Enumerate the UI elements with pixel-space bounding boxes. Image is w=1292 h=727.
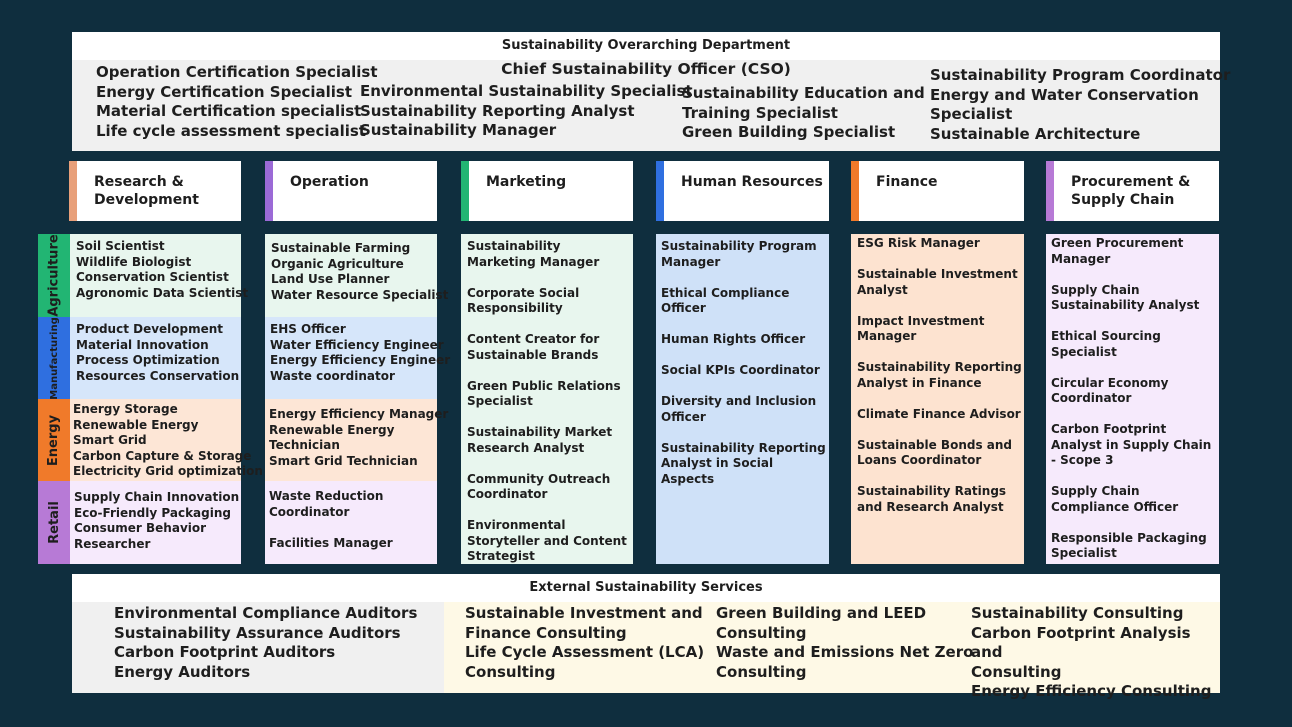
service: Sustainable Investment and xyxy=(465,604,703,622)
role: Energy Efficiency Manager xyxy=(269,407,449,421)
role: Life cycle assessment specialist xyxy=(96,121,366,140)
role: Waste coordinator xyxy=(270,368,395,383)
role: Supply Chain Compliance Officer xyxy=(1051,484,1179,514)
dept-color-bar xyxy=(851,161,859,221)
role: Renewable Energy xyxy=(269,422,395,437)
role: Social KPIs Coordinator xyxy=(661,363,820,377)
top-col-1 xyxy=(96,63,378,141)
service: Green Building and LEED xyxy=(716,604,927,622)
role: Sustainability Reporting Analyst in Finance xyxy=(857,360,1022,390)
rd-manufacturing-cell xyxy=(70,317,241,399)
row-label-agriculture xyxy=(38,234,70,317)
role: Sustainable Architecture xyxy=(930,124,1141,143)
role: Sustainability Marketing Manager xyxy=(467,239,600,269)
dept-name: Finance xyxy=(876,174,938,190)
role: Sustainable Bonds and Loans Coordinator xyxy=(857,437,1013,467)
top-col-3 xyxy=(682,84,925,143)
service: Finance Consulting xyxy=(465,623,627,642)
role: Green Public Relations Specialist xyxy=(467,378,621,408)
role: Ethical Compliance Officer xyxy=(661,285,790,315)
role: Energy Certification Specialist xyxy=(96,82,353,101)
rd-agriculture-cell xyxy=(70,234,249,317)
overarching-department xyxy=(72,32,1231,151)
role: Sustainability Education and xyxy=(682,84,925,102)
role: Wildlife Biologist xyxy=(76,254,192,269)
role: Energy Efficiency Engineer xyxy=(270,353,451,367)
dept-color-bar xyxy=(69,161,77,221)
service: Energy Auditors xyxy=(114,662,251,681)
role: Operation Certification Specialist xyxy=(96,63,378,81)
role: Impact Investment Manager xyxy=(857,313,985,343)
role: Sustainability Reporting Analyst xyxy=(360,101,635,120)
row-label-text: Manufacturing xyxy=(48,316,60,400)
role: Soil Scientist xyxy=(76,239,165,253)
role: Product Development xyxy=(76,322,224,336)
role: Diversity and Inclusion Officer xyxy=(661,394,817,424)
role: Smart Grid xyxy=(73,433,147,447)
op-manufacturing-cell xyxy=(265,317,451,399)
role: Green Procurement Manager xyxy=(1051,236,1184,266)
role: Sustainable Investment Analyst xyxy=(857,267,1018,297)
role: Coordinator xyxy=(269,504,350,519)
dept-color-bar xyxy=(265,161,273,221)
role: Conservation Scientist xyxy=(76,270,229,284)
role: Sustainability Market Research Analyst xyxy=(467,425,613,455)
service: Environmental Compliance Auditors xyxy=(114,604,418,622)
role: Sustainability Reporting Analyst in Social Aspects xyxy=(661,440,826,486)
dept-header-procurement xyxy=(1046,161,1219,221)
role: Specialist xyxy=(930,105,1013,124)
dept-color-bar xyxy=(656,161,664,221)
service: Life Cycle Assessment (LCA) xyxy=(465,643,705,662)
service: Sustainability Consulting xyxy=(971,604,1184,622)
role: Training Specialist xyxy=(682,103,838,122)
op-retail-cell xyxy=(265,481,437,564)
dept-name: Operation xyxy=(290,174,369,190)
role: Human Rights Officer xyxy=(661,332,806,346)
service: Carbon Footprint Auditors xyxy=(114,643,336,662)
dept-name: Human Resources xyxy=(681,174,823,190)
role: Carbon Footprint Analyst in Supply Chain - Scope 3 xyxy=(1051,422,1212,467)
role: Water Efficiency Engineer xyxy=(270,337,444,352)
external-col-1 xyxy=(114,604,417,682)
role: Climate Finance Advisor xyxy=(857,406,1021,421)
service: Carbon Footprint Analysis and xyxy=(971,623,1191,662)
external-col-3 xyxy=(716,604,973,682)
dept-header-rd xyxy=(69,161,241,221)
role: Process Optimization xyxy=(76,353,220,367)
role: Supply Chain Innovation xyxy=(74,490,240,504)
role: Land Use Planner xyxy=(271,272,390,286)
role: Researcher xyxy=(74,536,151,551)
dept-color-bar xyxy=(461,161,469,221)
role: Corporate Social Responsibility xyxy=(467,285,580,315)
row-label-text: Retail xyxy=(46,501,62,544)
role: Waste Reduction xyxy=(269,489,384,503)
role: EHS Officer xyxy=(270,322,346,336)
role: Sustainability Program Coordinator xyxy=(930,66,1231,84)
role: Technician xyxy=(269,438,340,452)
role: Content Creator for Sustainable Brands xyxy=(467,332,600,362)
role: Carbon Capture & Storage xyxy=(73,448,252,463)
top-col-4 xyxy=(930,66,1230,144)
role: Green Building Specialist xyxy=(682,123,896,142)
dept-header-operation xyxy=(265,161,437,221)
external-col-4 xyxy=(971,604,1220,702)
row-label-text: Agriculture xyxy=(46,234,62,317)
role: Environmental Sustainability Specialist xyxy=(360,82,693,100)
role: Facilities Manager xyxy=(269,535,393,550)
rd-energy-cell xyxy=(70,399,263,481)
role: Organic Agriculture xyxy=(271,256,404,271)
role: Energy Storage xyxy=(73,402,178,416)
dept-header-marketing xyxy=(461,161,633,221)
role: Sustainability Ratings and Research Analyst xyxy=(857,484,1007,514)
external-services xyxy=(72,574,1220,701)
cso-title: Chief Sustainability Officer (CSO) xyxy=(501,60,791,78)
top-col-2 xyxy=(360,82,693,141)
role: Sustainability Program Manager xyxy=(661,239,817,269)
service: Consulting xyxy=(716,662,807,681)
service: Sustainability Assurance Auditors xyxy=(114,623,401,642)
service: Consulting xyxy=(465,662,556,681)
service: Energy Efficiency Consulting xyxy=(971,682,1212,701)
role: Water Resource Specialist xyxy=(271,287,449,302)
overarching-title: Sustainability Overarching Department xyxy=(72,32,1220,60)
marketing-column xyxy=(461,234,633,564)
role: Community Outreach Coordinator xyxy=(467,471,611,501)
role: Environmental Storyteller and Content Strategist xyxy=(467,518,627,563)
role xyxy=(269,520,437,536)
role: Material Certification specialist xyxy=(96,102,362,121)
role: Electricity Grid optimization xyxy=(73,464,263,478)
role: Renewable Energy xyxy=(73,417,199,432)
external-title: External Sustainability Services xyxy=(72,574,1220,602)
external-col-2 xyxy=(465,604,704,682)
role: Smart Grid Technician xyxy=(269,453,418,468)
row-label-energy xyxy=(38,399,70,481)
dept-header-finance xyxy=(851,161,1024,221)
dept-name: Research & Development xyxy=(94,174,199,208)
row-label-text: Energy xyxy=(46,414,62,466)
dept-color-bar xyxy=(1046,161,1054,221)
role: Agronomic Data Scientist xyxy=(76,285,249,300)
role: Eco-Friendly Packaging xyxy=(74,505,231,520)
hr-column xyxy=(656,234,829,564)
dept-name: Marketing xyxy=(486,174,567,190)
role: Circular Economy Coordinator xyxy=(1051,375,1169,405)
service: Waste and Emissions Net Zero xyxy=(716,643,974,662)
row-label-manufacturing xyxy=(38,317,70,399)
rd-retail-cell xyxy=(70,481,241,564)
role: Ethical Sourcing Specialist xyxy=(1051,329,1161,359)
role: Sustainable Farming xyxy=(271,241,411,255)
finance-column xyxy=(851,234,1024,564)
row-label-retail xyxy=(38,481,70,564)
role: Supply Chain Sustainability Analyst xyxy=(1051,282,1200,312)
role: Sustainability Manager xyxy=(360,121,557,140)
role: Responsible Packaging Specialist xyxy=(1051,530,1207,560)
service: Consulting xyxy=(971,662,1062,681)
role: Resources Conservation xyxy=(76,368,240,383)
dept-name: Procurement & Supply Chain xyxy=(1071,174,1191,208)
role: Consumer Behavior xyxy=(74,521,207,535)
role: Material Innovation xyxy=(76,337,209,352)
role: Energy and Water Conservation xyxy=(930,85,1199,104)
role: ESG Risk Manager xyxy=(857,236,980,250)
procurement-column xyxy=(1046,234,1219,564)
dept-header-hr xyxy=(656,161,829,221)
service: Consulting xyxy=(716,623,807,642)
op-agriculture-cell xyxy=(265,234,449,317)
op-energy-cell xyxy=(265,399,449,481)
